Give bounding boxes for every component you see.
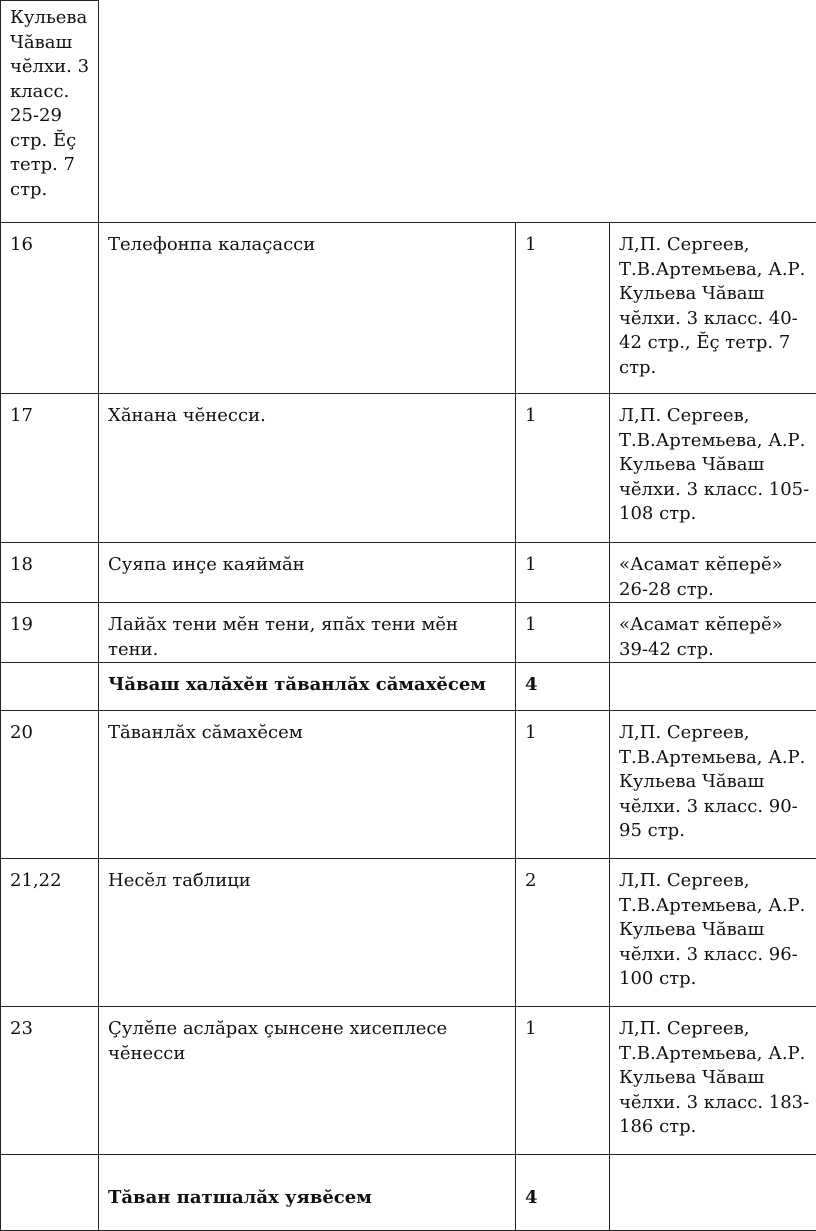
- table-row: [1, 859, 816, 1007]
- lesson-number: 20: [1, 711, 99, 859]
- section-title: Чăваш халăхĕн тăванлăх сăмахĕсем: [99, 663, 516, 711]
- lesson-source: [610, 663, 816, 711]
- source-cell: Кульева Чăваш чĕлхи. 3 класс. 25-29 стр. Ĕç тетр. 7 стр.: [1, 1, 99, 223]
- lesson-topic: Çулĕпе аслăрах çынсене хисеплесе чĕнесси: [99, 1007, 516, 1155]
- lesson-number: 21,22: [1, 859, 99, 1007]
- lesson-source: Л,П. Сергеев, Т.В.Артемьева, А.Р. Кульева Чăваш чĕлхи. 3 класс. 183-186 стр.: [610, 1007, 816, 1155]
- empty-cell: [610, 1, 816, 223]
- lesson-topic: Лайăх тени мĕн тени, япăх тени мĕн тени.: [99, 603, 516, 663]
- table-row: [1, 394, 816, 543]
- table-row: [1, 1007, 816, 1155]
- section-row: [1, 663, 816, 711]
- lesson-source: Л,П. Сергеев, Т.В.Артемьева, А.Р. Кульева Чăваш чĕлхи. 3 класс. 40-42 стр., Ĕç тетр. 7 стр.: [610, 223, 816, 394]
- table-row: [1, 543, 816, 603]
- section-hours: 4: [516, 663, 610, 711]
- lesson-number: 16: [1, 223, 99, 394]
- section-title: Тăван патшалăх уявĕсем: [99, 1155, 516, 1231]
- lesson-topic: Телефонпа калаçасси: [99, 223, 516, 394]
- empty-cell: [99, 1, 516, 223]
- lesson-source: Л,П. Сергеев, Т.В.Артемьева, А.Р. Кульева Чăваш чĕлхи. 3 класс. 96-100 стр.: [610, 859, 816, 1007]
- table-row: [1, 1, 816, 223]
- lesson-number: [1, 663, 99, 711]
- lesson-source: «Асамат кĕперĕ» 39-42 стр.: [610, 603, 816, 663]
- lesson-hours: 2: [516, 859, 610, 1007]
- section-hours: 4: [516, 1155, 610, 1231]
- lesson-hours: 1: [516, 711, 610, 859]
- lesson-topic: Несĕл таблици: [99, 859, 516, 1007]
- lesson-topic: Хăнана чĕнесси.: [99, 394, 516, 543]
- empty-cell: [516, 1, 610, 223]
- lesson-number: 23: [1, 1007, 99, 1155]
- lesson-hours: 1: [516, 1007, 610, 1155]
- lesson-source: Л,П. Сергеев, Т.В.Артемьева, А.Р. Кульева Чăваш чĕлхи. 3 класс. 90-95 стр.: [610, 711, 816, 859]
- table-row: [1, 603, 816, 663]
- lesson-topic: Суяпа инçе каяймăн: [99, 543, 516, 603]
- lesson-number: 17: [1, 394, 99, 543]
- lesson-source: «Асамат кĕперĕ» 26-28 стр.: [610, 543, 816, 603]
- lesson-hours: 1: [516, 543, 610, 603]
- lesson-source: Л,П. Сергеев, Т.В.Артемьева, А.Р. Кульева Чăваш чĕлхи. 3 класс. 105-108 стр.: [610, 394, 816, 543]
- lesson-number: [1, 1155, 99, 1231]
- lesson-number: 18: [1, 543, 99, 603]
- lesson-hours: 1: [516, 603, 610, 663]
- section-row: [1, 1155, 816, 1231]
- table-row: [1, 711, 816, 859]
- lesson-topic: Тăванлăх сăмахĕсем: [99, 711, 516, 859]
- lesson-hours: 1: [516, 394, 610, 543]
- table-row: [1, 223, 816, 394]
- lesson-source: [610, 1155, 816, 1231]
- lesson-number: 19: [1, 603, 99, 663]
- lesson-hours: 1: [516, 223, 610, 394]
